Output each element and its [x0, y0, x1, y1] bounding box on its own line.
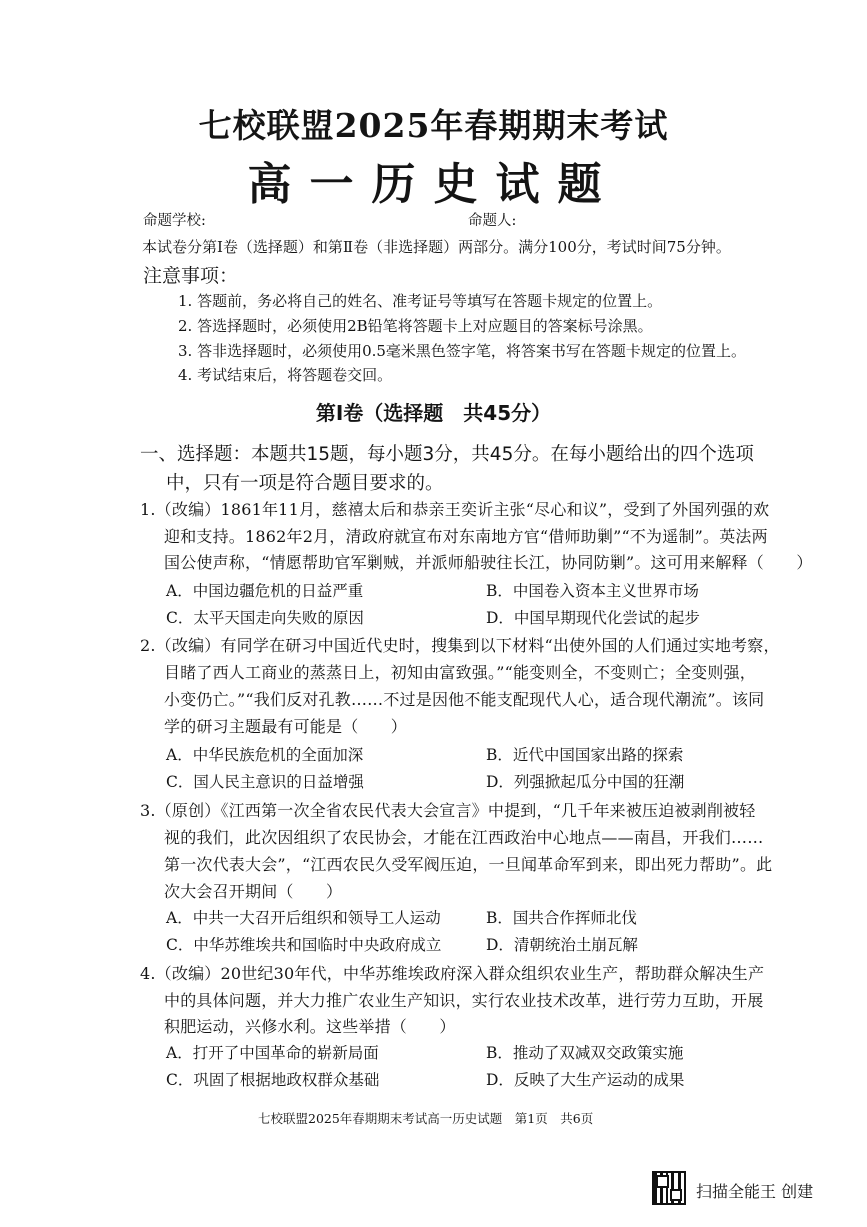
exam-title: 七校联盟2025年春期期末考试 — [198, 106, 669, 145]
question-text: 4.（改编）20世纪30年代，中华苏维埃政府深入群众组织农业生产，帮助群众解决生产 — [140, 964, 765, 983]
note-item: 3. 答非选择题时，必须使用0.5毫米黑色签字笔，将答案书写在答题卡规定的位置上。 — [178, 342, 746, 360]
question-text: 中的具体问题，并大力推广农业生产知识，实行农业技术改革，进行劳力互助，开展 — [164, 991, 764, 1010]
question-text: 2.（改编）有同学在研习中国近代史时，搜集到以下材料“出使外国的人们通过实地考察， — [140, 636, 780, 655]
author-label: 命题人: — [468, 213, 517, 229]
option-b: B．近代中国国家出路的探索 — [486, 746, 684, 764]
question-text: 次大会召开期间（ ） — [164, 882, 343, 901]
option-c: C．太平天国走向失败的原因 — [166, 609, 364, 627]
question-text: 学的研习主题最有可能是（ ） — [164, 717, 408, 736]
option-b: B．中国卷入资本主义世界市场 — [486, 582, 699, 600]
option-d: D．反映了大生产运动的成果 — [486, 1071, 685, 1089]
option-d: D．中国早期现代化尝试的起步 — [486, 609, 700, 627]
note-item: 2. 答选择题时，必须使用2B铅笔将答题卡上对应题目的答案标号涂黑。 — [178, 317, 653, 335]
option-c: C．巩固了根据地政权群众基础 — [166, 1071, 380, 1089]
question-text: 迎和支持。1862年2月，清政府就宣布对东南地方官“借师助剿”“不为遥制”。英法两 — [164, 527, 768, 546]
note-item: 1. 答题前，务必将自己的姓名、准考证号等填写在答题卡规定的位置上。 — [178, 292, 663, 310]
option-b: B．国共合作挥师北伐 — [486, 909, 637, 927]
question-text: 第一次代表大会”，“江西农民久受军阀压迫，一旦闻革命军到来，即出死力帮助”。此 — [164, 855, 773, 874]
question-text: 3.（原创）《江西第一次全省农民代表大会宣言》中提到，“几千年来被压迫被剥削被轻 — [140, 801, 756, 820]
option-a: A．中共一大召开后组织和领导工人运动 — [166, 909, 441, 927]
section-intro: 中，只有一项是符合题目要求的。 — [166, 473, 444, 494]
option-b: B．推动了双减双交政策实施 — [486, 1044, 684, 1062]
question-text: 1.（改编）1861年11月，慈禧太后和恭亲王奕䜣主张“尽心和议”，受到了外国列强的欢 — [140, 500, 770, 519]
question-text: 积肥运动，兴修水利。这些举措（ ） — [164, 1017, 456, 1036]
section-title: 第Ⅰ卷（选择题 共45分） — [315, 401, 552, 425]
qr-code-icon — [652, 1171, 686, 1205]
question-text: 视的我们，此次因组织了农民协会，才能在江西政治中心地点——南昌，开我们…… — [164, 828, 764, 847]
note-item: 4. 考试结束后，将答题卷交回。 — [178, 366, 393, 384]
exam-subtitle: 高一历史试题 — [247, 159, 620, 210]
option-d: D．列强掀起瓜分中国的狂潮 — [486, 773, 685, 791]
section-intro: 一、选择题：本题共15题，每小题3分，共45分。在每小题给出的四个选项 — [140, 444, 754, 465]
option-a: A．打开了中国革命的崭新局面 — [166, 1044, 379, 1062]
question-text: 国公使声称，“情愿帮助官军剿贼，并派师船驶往长江，协同防剿”。这可用来解释（ ） — [164, 553, 813, 572]
question-text: 小变仍亡。”“我们反对孔教……不过是因他不能支配现代人心，适合现代潮流”。该同 — [164, 690, 765, 709]
option-d: D．清朝统治土崩瓦解 — [486, 936, 638, 954]
scanner-watermark: 扫描全能王 创建 — [696, 1182, 814, 1201]
option-c: C．国人民主意识的日益增强 — [166, 773, 364, 791]
option-a: A．中国边疆危机的日益严重 — [166, 582, 364, 600]
question-text: 目睹了西人工商业的蒸蒸日上，初知由富致强。”“能变则全，不变则亡；全变则强， — [164, 663, 756, 682]
notes-title: 注意事项： — [143, 265, 239, 287]
option-a: A．中华民族危机的全面加深 — [166, 746, 364, 764]
exam-description: 本试卷分第Ⅰ卷（选择题）和第Ⅱ卷（非选择题）两部分。满分100分，考试时间75分钟。 — [142, 238, 731, 256]
option-c: C．中华苏维埃共和国临时中央政府成立 — [166, 936, 442, 954]
page-footer: 七校联盟2025年春期期末考试高一历史试题 第1页 共6页 — [258, 1111, 594, 1126]
school-label: 命题学校: — [143, 213, 206, 229]
